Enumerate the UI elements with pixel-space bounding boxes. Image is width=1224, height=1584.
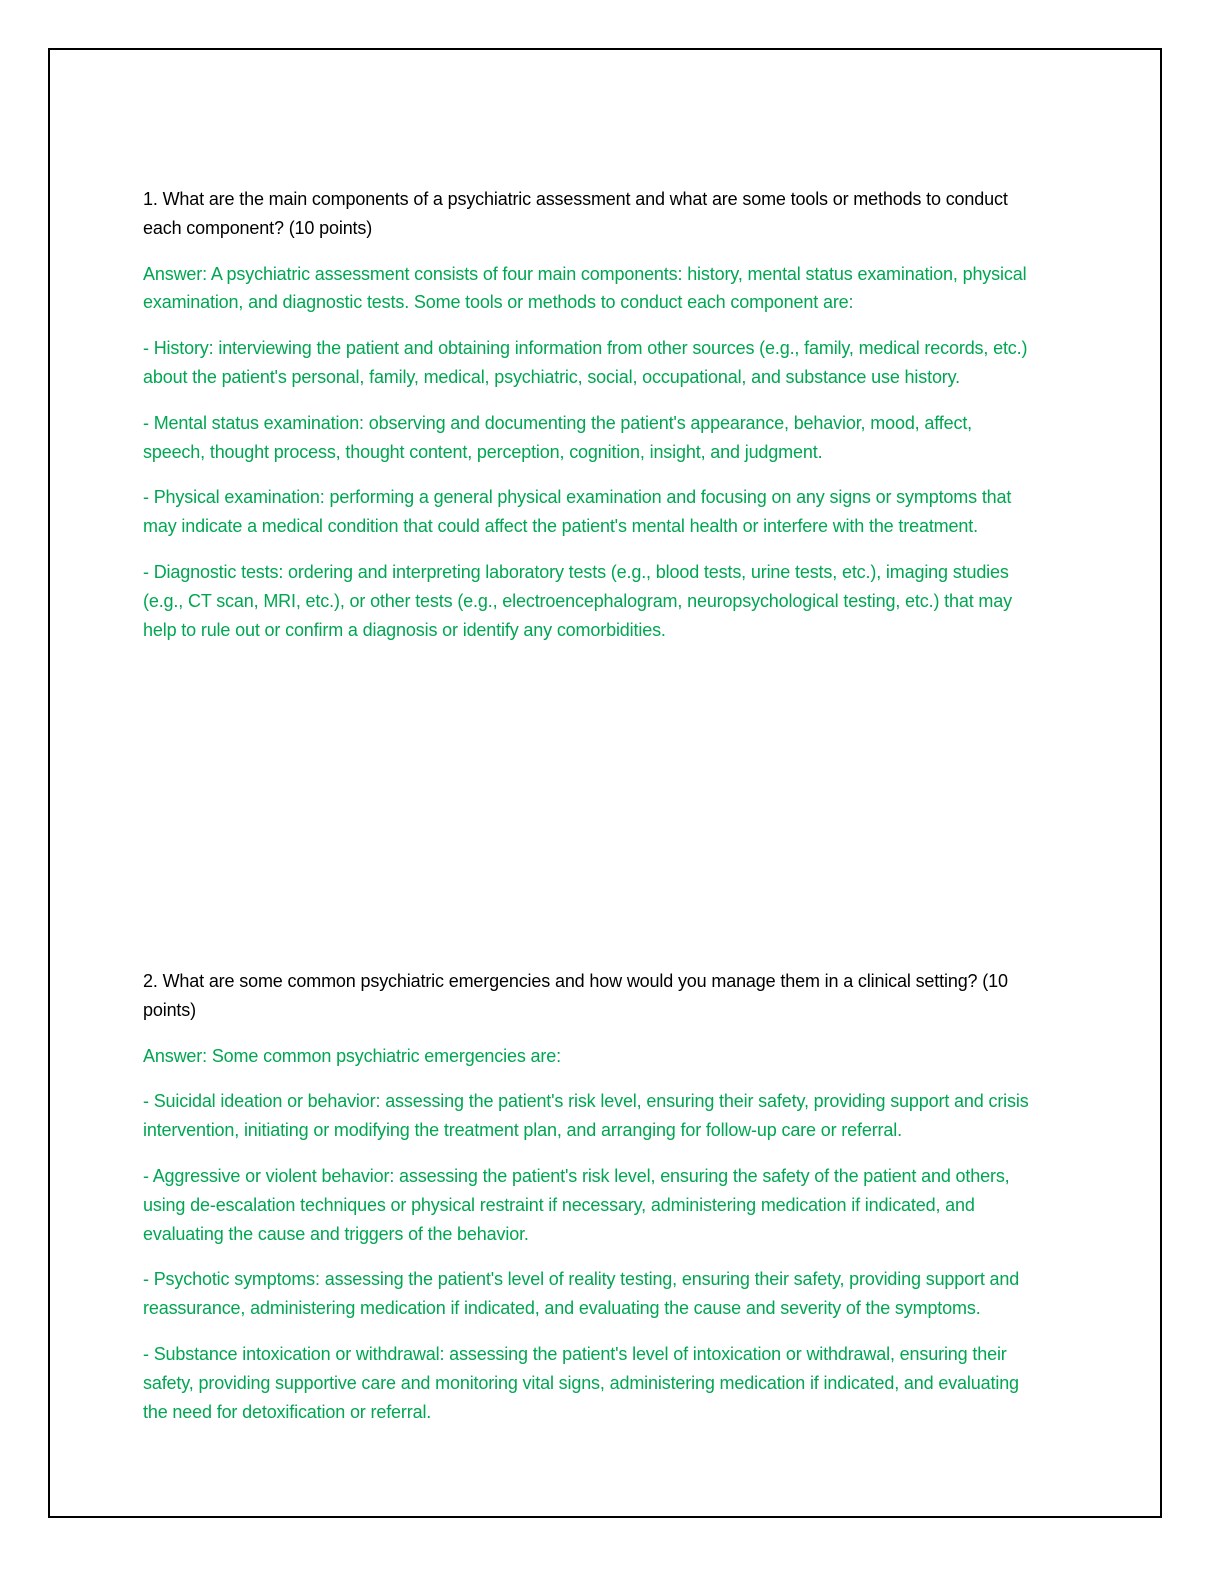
answer-1-item-mental-status: - Mental status examination: observing and documenting the patient's appearance, behavior, mood, affect, speech, thought process, thought content, perception, cognition, insight, and judgment. [143,412,973,462]
answer-2-item-psychotic: - Psychotic symptoms: assessing the patient's level of reality testing, ensuring their safety, providing support and reassurance, administering medication if indicated, and evaluating the cause and severity of the symptoms. [143,1269,1020,1319]
answer-2-item-substance: - Substance intoxication or withdrawal: assessing the patient's level of intoxication or withdrawal, ensuring their safety, providing supportive care and monitoring vital signs, administering medication if indicated, and evaluating the need for detoxification or referral. [143,1343,1019,1422]
answer-1-item-diagnostic-tests: - Diagnostic tests: ordering and interpreting laboratory tests (e.g., blood tests, urine tests, etc.), imaging studies (e.g., CT scan, MRI, etc.), or other tests (e.g., electroencephalogram, neuropsychological testing, etc.) that may help to rule out or confirm a diagnosis or identify any comorbidities. [143,561,1012,640]
answer-2-item-suicidal: - Suicidal ideation or behavior: assessing the patient's risk level, ensuring their safety, providing support and crisis intervention, initiating or modifying the treatment plan, and arranging for follow-up care or referral. [143,1091,1029,1141]
answer-1-item-history: - History: interviewing the patient and obtaining information from other sources (e.g., family, medical records, etc.) about the patient's personal, family, medical, psychiatric, social, occupational, and substance use history. [143,338,1028,387]
answer-1-intro: Answer: A psychiatric assessment consists of four main components: history, mental status examination, physical examination, and diagnostic tests. Some tools or methods to conduct each component are: [143,263,1027,313]
question-block-1 [143,185,1038,661]
question-2-text: 2. What are some common psychiatric emergencies and how would you manage them in a clinical setting? (10 points) [143,971,1008,1020]
answer-2-intro: Answer: Some common psychiatric emergencies are: [143,1045,561,1066]
question-block-2 [143,967,1038,1443]
answer-2-item-aggressive: - Aggressive or violent behavior: assessing the patient's risk level, ensuring the safety of the patient and others, using de-escalation techniques or physical restraint if necessary, administering medication if indicated, and evaluating the cause and triggers of the behavior. [143,1165,1010,1244]
question-1-text: 1. What are the main components of a psychiatric assessment and what are some tools or methods to conduct each component? (10 points) [143,189,1008,238]
answer-1-item-physical-exam: - Physical examination: performing a general physical examination and focusing on any signs or symptoms that may indicate a medical condition that could affect the patient's mental health or interfere with the treatment. [143,487,1012,537]
